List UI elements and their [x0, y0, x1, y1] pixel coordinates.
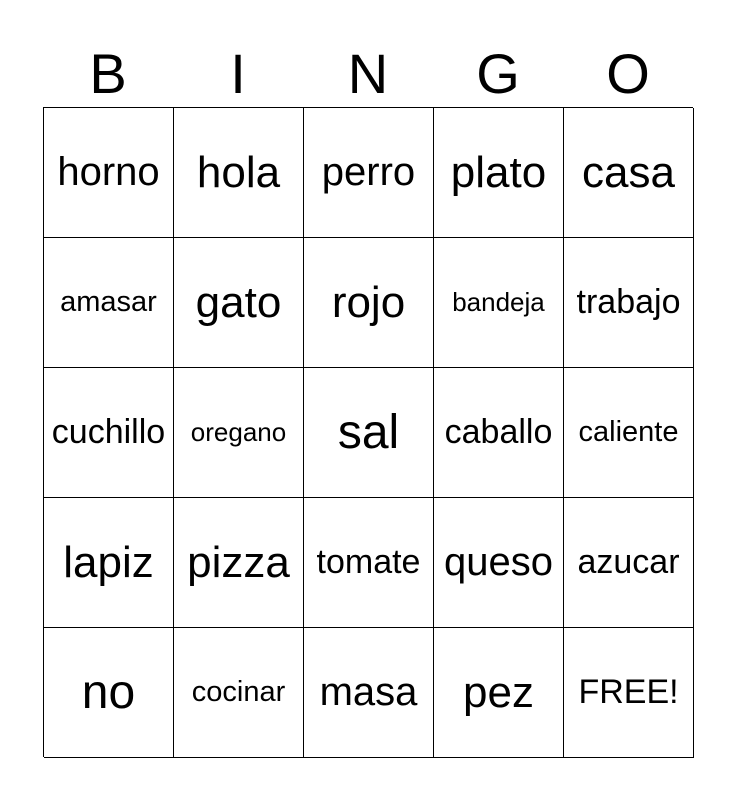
bingo-cell[interactable]: queso: [434, 498, 564, 628]
bingo-cell[interactable]: sal: [304, 368, 434, 498]
bingo-cell[interactable]: bandeja: [434, 238, 564, 368]
header-letter-n: N: [347, 42, 389, 105]
bingo-cell[interactable]: plato: [434, 108, 564, 238]
bingo-cell[interactable]: amasar: [44, 238, 174, 368]
bingo-cell[interactable]: lapiz: [44, 498, 174, 628]
header-letter-b: B: [89, 42, 127, 105]
bingo-cell[interactable]: cocinar: [174, 628, 304, 758]
bingo-board: [43, 107, 693, 757]
bingo-cell[interactable]: pizza: [174, 498, 304, 628]
bingo-cell[interactable]: casa: [564, 108, 694, 238]
header-letter-i: I: [230, 42, 246, 105]
bingo-cell[interactable]: caliente: [564, 368, 694, 498]
bingo-cell[interactable]: cuchillo: [44, 368, 174, 498]
bingo-cell[interactable]: perro: [304, 108, 434, 238]
bingo-cell[interactable]: tomate: [304, 498, 434, 628]
header-letter-g: G: [476, 42, 520, 105]
bingo-cell[interactable]: horno: [44, 108, 174, 238]
bingo-cell[interactable]: caballo: [434, 368, 564, 498]
bingo-cell[interactable]: masa: [304, 628, 434, 758]
bingo-cell[interactable]: azucar: [564, 498, 694, 628]
bingo-cell[interactable]: gato: [174, 238, 304, 368]
header-letter-o: O: [606, 42, 650, 105]
bingo-free-cell[interactable]: FREE!: [564, 628, 694, 758]
bingo-cell[interactable]: pez: [434, 628, 564, 758]
bingo-cell[interactable]: trabajo: [564, 238, 694, 368]
bingo-header: [43, 40, 693, 108]
bingo-cell[interactable]: oregano: [174, 368, 304, 498]
bingo-cell[interactable]: no: [44, 628, 174, 758]
bingo-cell[interactable]: hola: [174, 108, 304, 238]
bingo-cell[interactable]: rojo: [304, 238, 434, 368]
